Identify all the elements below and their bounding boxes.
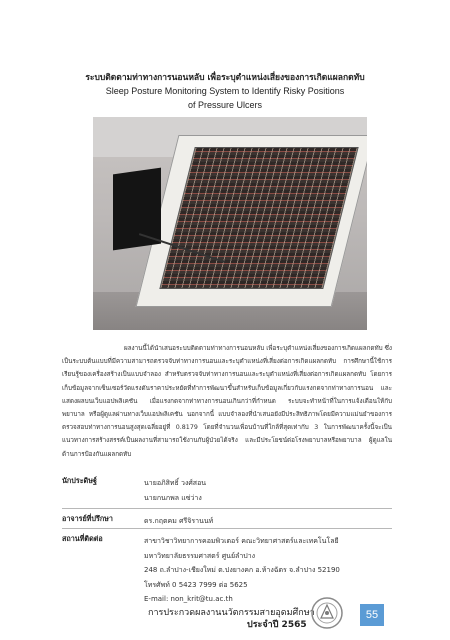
location-label: สถานที่ติดต่อ — [62, 534, 103, 543]
location-address — [144, 534, 404, 607]
address-line: มหาวิทยาลัยธรรมศาสตร์ ศูนย์ลำปาง — [144, 551, 256, 560]
researcher-name: นายอภิสิทธิ์ วงศ์สอน — [144, 479, 207, 487]
phone-line: โทรศัพท์ 0 5423 7999 ต่อ 5625 — [144, 580, 248, 589]
section-divider — [62, 528, 392, 529]
product-photo — [93, 117, 367, 330]
advisor-label: อาจารย์ที่ปรึกษา — [62, 514, 113, 523]
address-line: 248 ถ.ลำปาง-เชียงใหม่ ต.ปงยางคก อ.ห้างฉัตร จ.ลำปาง 52190 — [144, 566, 340, 574]
page-number: 55 — [365, 609, 379, 621]
footer-event-title: การประกวดผลงานนวัตกรรมสายอุดมศึกษา — [148, 608, 315, 618]
section-divider — [62, 508, 392, 509]
page-title-english-line2: of Pressure Ulcers — [187, 100, 263, 110]
footer-year: ประจำปี 2565 — [247, 620, 307, 630]
researchers-names — [144, 476, 404, 505]
page-title-thai: ระบบติดตามท่าทางการนอนหลับ เพื่อระบุตำแหน่งเสี่ยงของการเกิดแผลกดทับ — [85, 73, 365, 83]
address-line: สาขาวิชาวิทยาการคอมพิวเตอร์ คณะวิทยาศาสตร์และเทคโนโลยี — [144, 537, 339, 545]
researchers-label: นักประดิษฐ์ — [62, 476, 97, 485]
abstract-text: ผลงานนี้ได้นำเสนอระบบติดตามท่าทางการนอนหลับ เพื่อระบุตำแหน่งเสี่ยงของการเกิดแผลกดทับ ซึ่งเป็นระบบต้นแบบที่มีความสามารถตรวจจับท่าทางการนอนและระบุตำแหน่งที่เสี่ยงต่อการเกิดแผลกดทับ การศึกษานี้ใช้การเรียนรู้ของเครื่องสร้างเป็นแบบจำลอง สำหรับตรวจจับท่าทางการนอนและระบุตำแหน่งที่เสี่ยงต่อการเกิดแผลกดทับ โดยการเก็บข้อมูลจากเซ็นเซอร์วัดแรงดันราคาประหยัดที่ทำการพัฒนาขึ้นสำหรับเก็บข้อมูลเกี่ยวกับแรงกดจากท่าทางการนอน และแสดงผลบนเว็บแอปพลิเคชัน เมื่อแรงกดจากท่าทางการนอนเกินกว่าที่กำหนด ระบบจะทำหน้าที่ในการแจ้งเตือนให้กับพยาบาล หรือผู้ดูแลผ่านทางเว็บแอปพลิเคชัน นอกจากนี้ แบบจำลองที่นำเสนอยังมีประสิทธิภาพโดยมีความแม่นยำของการตรวจสอบท่าทางการนอนสูงสุดเฉลี่ยอยู่ที่ 0.8179 โดยที่จำนวนเพื่อนบ้านที่ใกล้ที่สุดเท่ากับ 3 ในการพัฒนาครั้งนี้จะเป็นแนวทางการสร้างสรรค์เป็นผลงานที่สามารถใช้งานกับผู้ป่วยได้จริง และมีประโยชน์ต่อโรงพยาบาลหรือพยาบาล ผู้ดูแลในด้านการป้องกันแผลกดทับ — [62, 345, 393, 458]
advisor-name — [144, 514, 404, 529]
page-number-badge — [360, 604, 384, 626]
innovation-logo-icon — [310, 596, 344, 630]
page-title-english-line1: Sleep Posture Monitoring System to Identify Risky Positions — [105, 86, 345, 96]
email-line: E-mail: non_krit@tu.ac.th — [144, 595, 233, 603]
researcher-name: นายกนกพล แซ่ว่าง — [144, 493, 202, 502]
advisor-name-text: ดร.กฤตคม ศรีจิรานนท์ — [144, 517, 214, 525]
